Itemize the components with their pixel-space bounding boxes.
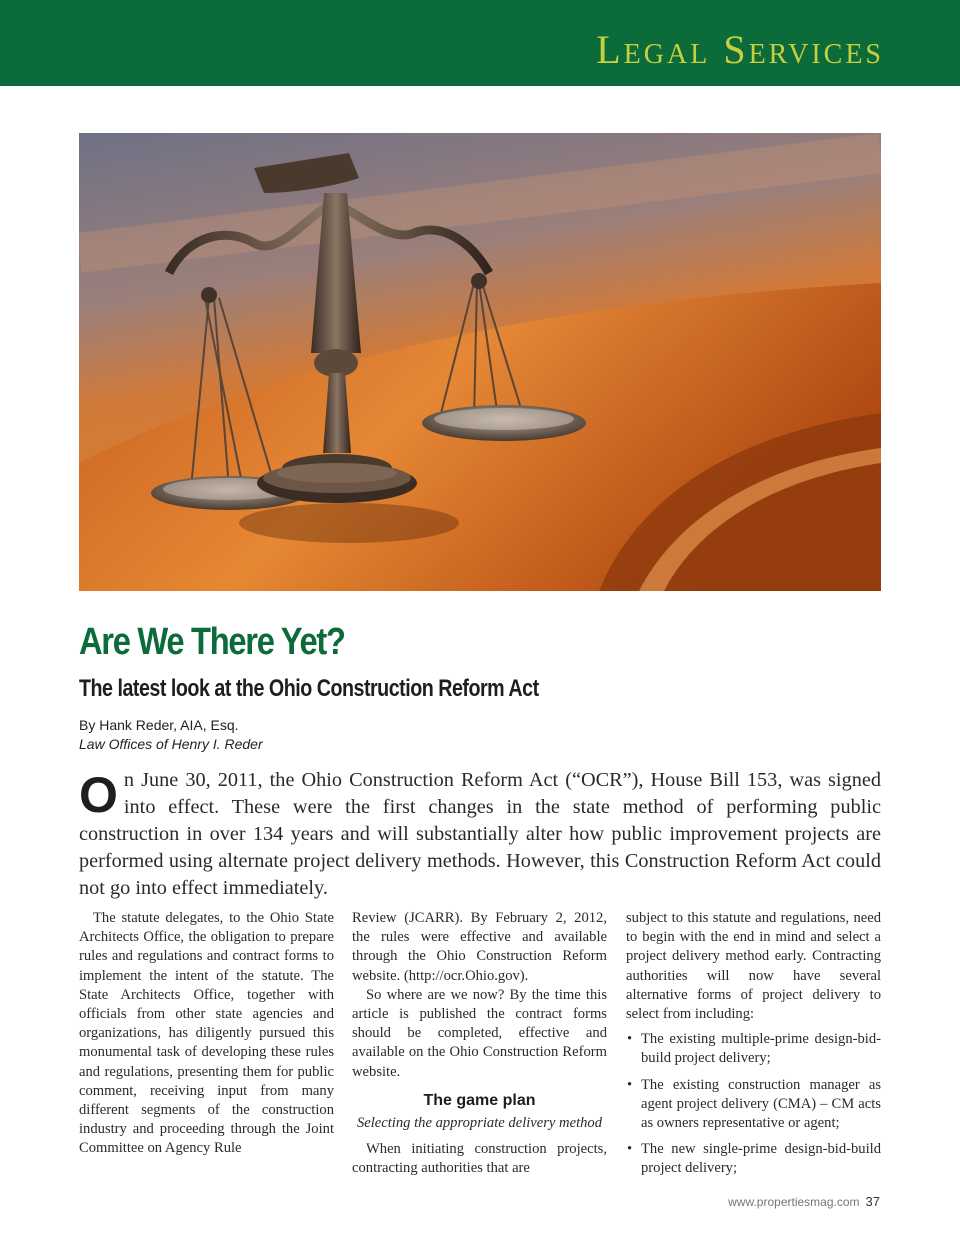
- page-footer: [728, 1194, 880, 1209]
- list-item: • The existing multiple-prime design-bid-build project delivery;: [626, 1030, 881, 1068]
- body-column-1: [79, 909, 334, 1159]
- scales-of-justice-photo: [79, 133, 881, 591]
- lead-paragraph: [79, 767, 881, 902]
- section-heading: The game plan: [423, 1091, 536, 1109]
- section-title: Legal Services: [596, 27, 884, 72]
- byline: [79, 716, 263, 754]
- author: By Hank Reder, AIA, Esq.: [79, 717, 239, 733]
- author-affiliation: Law Offices of Henry I. Reder: [79, 736, 263, 752]
- delivery-methods-list: [626, 1030, 881, 1178]
- section-banner: [0, 0, 960, 86]
- article-headline: Are We There Yet?: [79, 621, 345, 663]
- body-paragraph: The statute delegates, to the Ohio State Architects Office, the obligation to prepare rules and regulations and contract forms to implement the intent of the statute. The State Architects Office, together with officials from other state agencies and organizations, has diligently pursued this monumental task of developing these rules and regulations, presenting them for public comment, receiving input from many different segments of the construction industry and proceeding through the Joint Committee on Agency Rule: [79, 910, 334, 1157]
- list-item: • The existing construction manager as agent project delivery (CMA) – CM acts as owners representative or agent;: [626, 1076, 881, 1134]
- body-column-2: [352, 909, 607, 1178]
- drop-cap: O: [79, 767, 118, 823]
- body-paragraph: Review (JCARR). By February 2, 2012, the rules were effective and available through the Ohio Construction Reform website. (http://ocr.Ohio.gov).: [352, 910, 607, 984]
- body-paragraph: So where are we now? By the time this article is published the contract forms should be completed, effective and available on the Ohio Construction Reform website.: [352, 986, 607, 1080]
- body-paragraph: subject to this statute and regulations, need to begin with the end in mind and select a project delivery method early. Contracting authorities will now have several alternative forms of project delivery to select from including:: [626, 910, 881, 1023]
- lead-text: n June 30, 2011, the Ohio Construction Reform Act (“OCR”), House Bill 153, was signed into effect. These were the first changes in the state method of performing public construction in over 134 years and will substantially alter how public improvement projects are performed using alternate project delivery methods. However, this Construction Reform Act could not go into effect immediately.: [79, 769, 881, 899]
- list-item: • The new single-prime design-bid-build project delivery;: [626, 1140, 881, 1178]
- section-subheading: Selecting the appropriate delivery method: [356, 1114, 603, 1131]
- article-subhead: The latest look at the Ohio Construction Reform Act: [79, 675, 539, 702]
- footer-url: www.propertiesmag.com: [728, 1195, 860, 1209]
- body-paragraph: When initiating construction projects, contracting authorities that are: [352, 1141, 607, 1177]
- body-column-3: [626, 909, 881, 1186]
- page-number: 37: [865, 1194, 880, 1209]
